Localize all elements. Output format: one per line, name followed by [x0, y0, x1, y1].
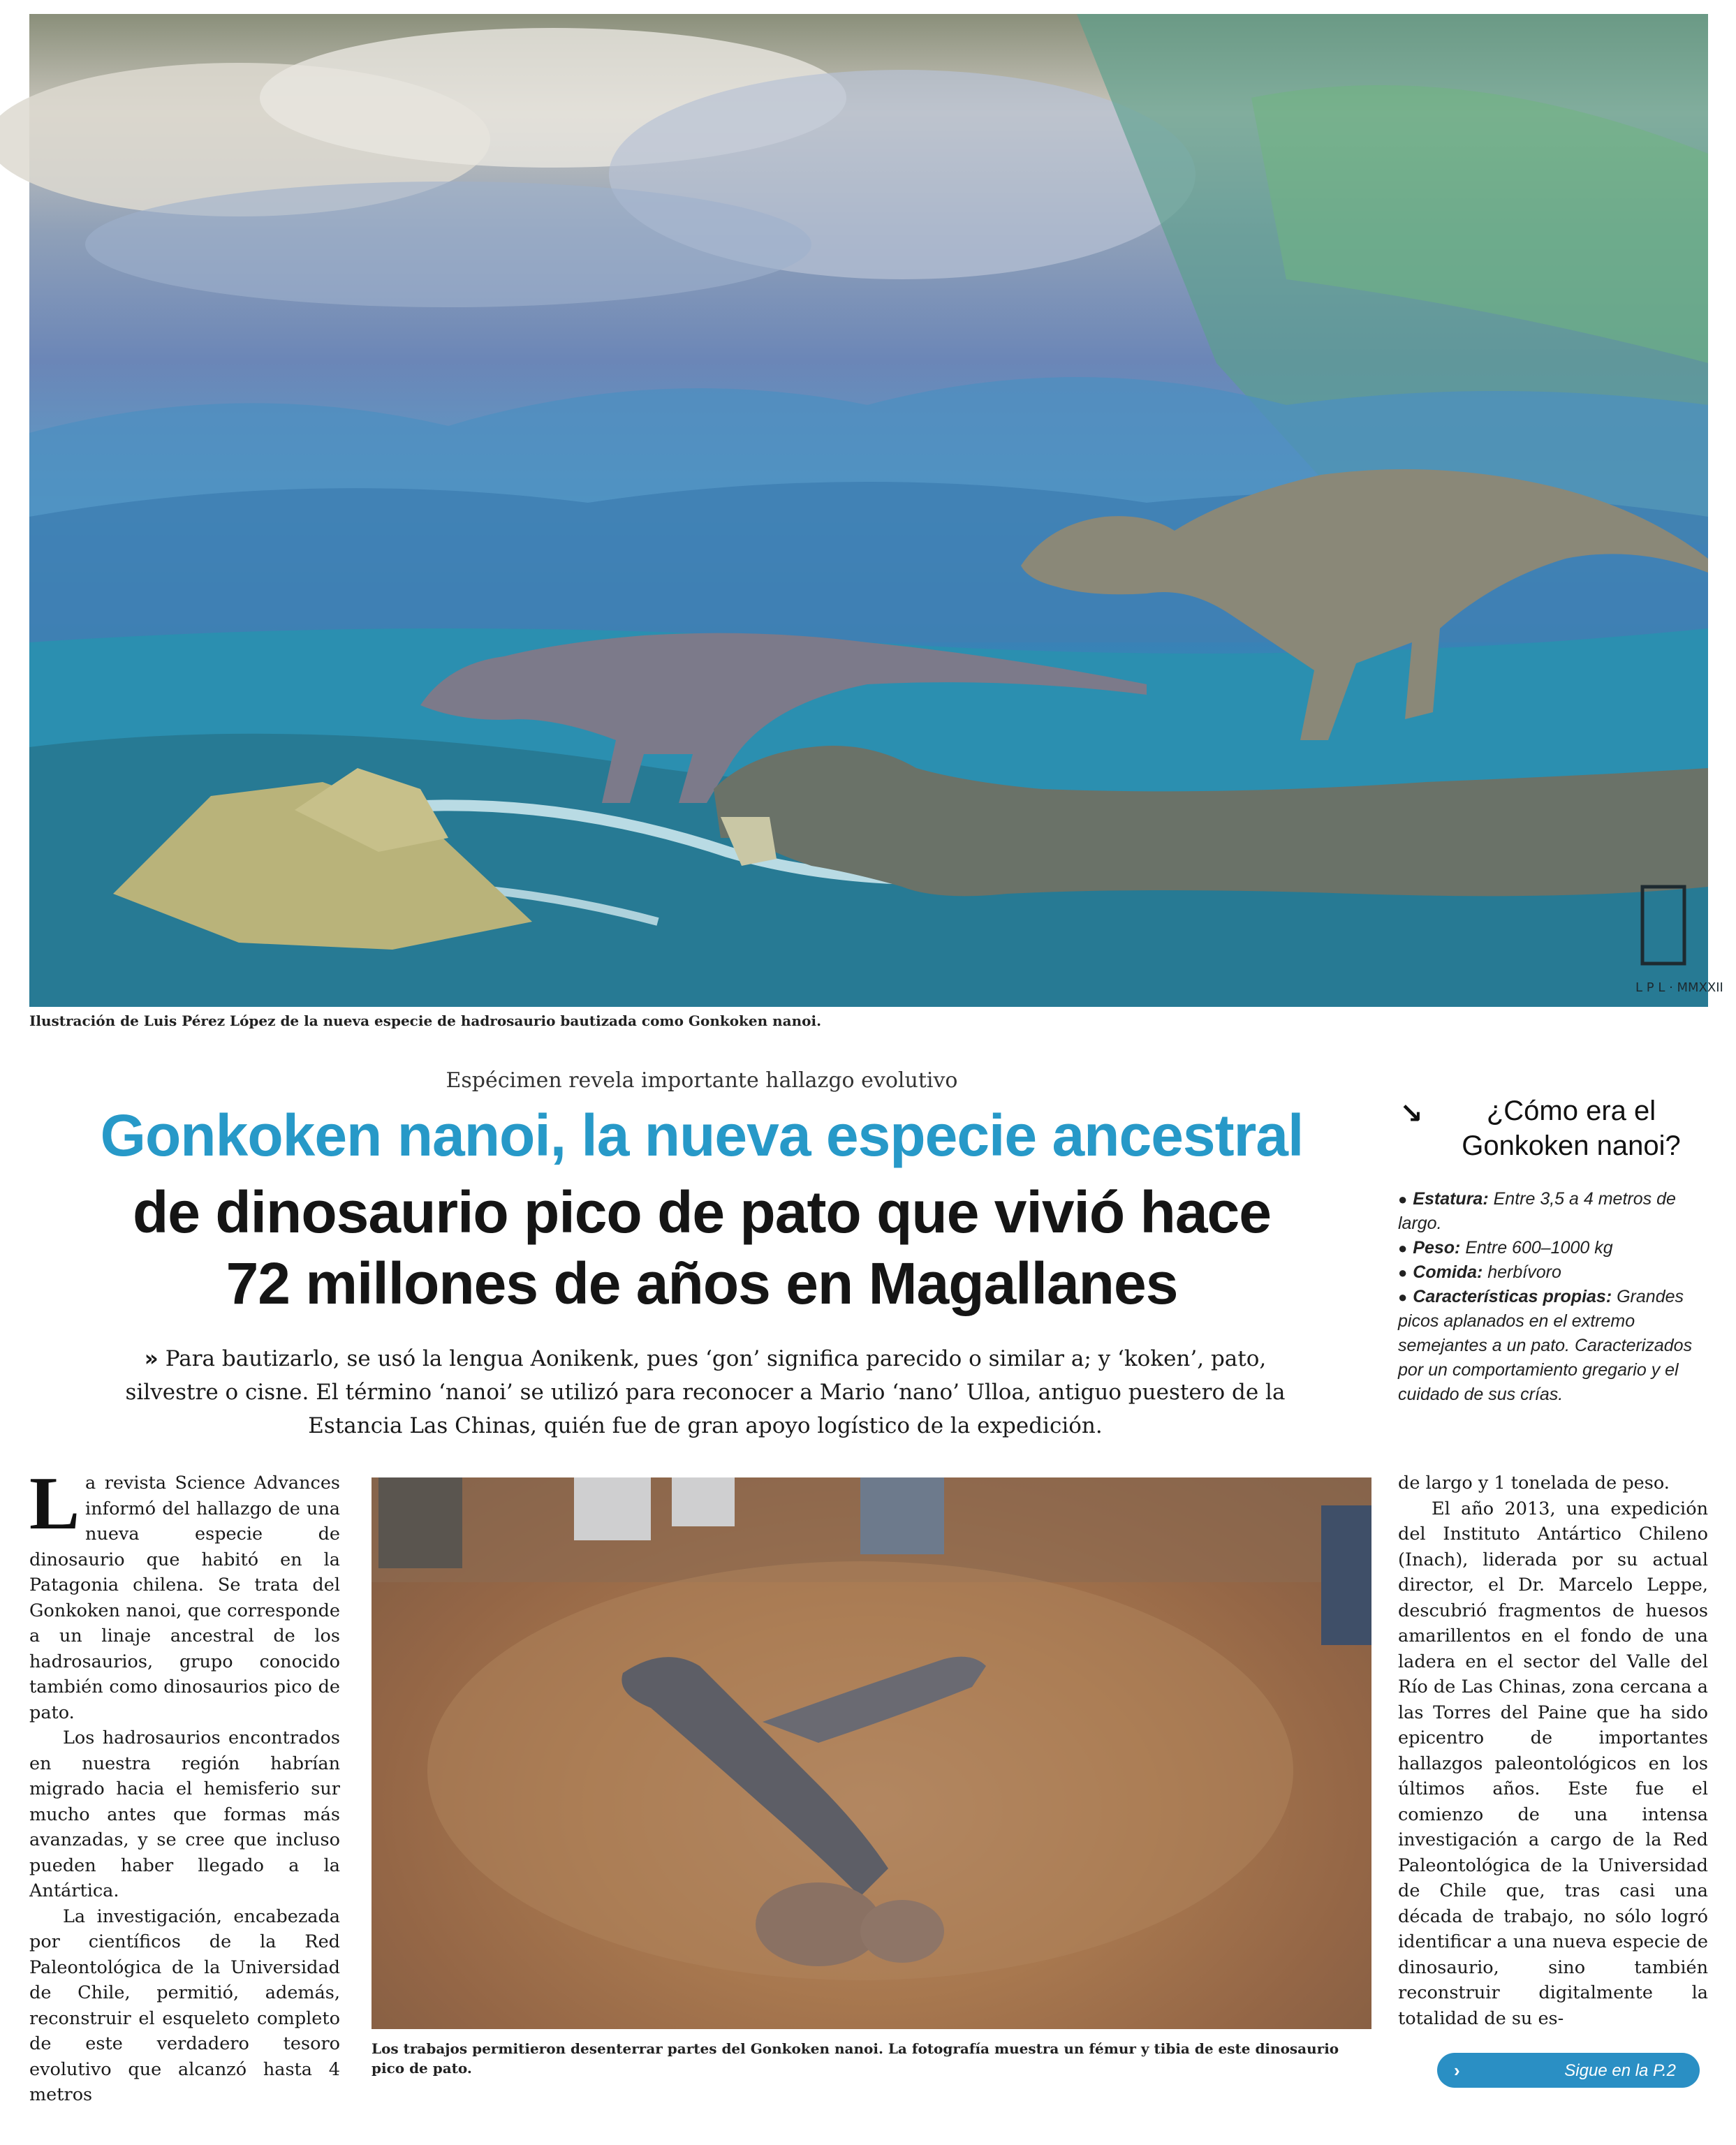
bullet-icon: ● — [1398, 1288, 1408, 1306]
fact-text: Entre 600–1000 kg — [1465, 1238, 1613, 1258]
bullet-icon: ● — [1398, 1239, 1408, 1257]
arrow-down-right-icon: ↘ — [1399, 1098, 1423, 1130]
list-item — [1398, 1285, 1705, 1407]
bullet-icon: ● — [1398, 1191, 1408, 1208]
headline-line-1: Gonkoken nanoi, la nueva especie ancestral — [100, 1103, 1304, 1168]
sidebar-title: ¿Cómo era el Gonkoken nanoi? — [1462, 1096, 1681, 1161]
hadrosaur-illustration — [29, 14, 1723, 1007]
hero-caption: Ilustración de Luis Pérez López de la nueva especie de hadrosaurio bautizada como Gonkoken nanoi. — [29, 1012, 822, 1029]
photo-caption: Los trabajos permitieron desenterrar partes del Gonkoken nanoi. La fotografía muestra un fémur y tibia de este dinosaurio pico de pato. — [372, 2040, 1339, 2077]
headline-line-2: de dinosaurio pico de pato que vivió hace — [133, 1179, 1271, 1245]
fossil-dig-photo — [372, 1477, 1371, 2029]
body-column-right — [1398, 1470, 1708, 2031]
list-item — [1398, 1260, 1705, 1285]
continue-on-page-button[interactable] — [1437, 2053, 1700, 2088]
chevron-right-icon: › — [1454, 2060, 1460, 2081]
continue-label: Sigue en la P.2 — [1564, 2061, 1676, 2080]
fact-text: herbívoro — [1487, 1262, 1561, 1282]
article-deck — [119, 1342, 1292, 1443]
body-paragraph — [29, 1462, 340, 1725]
body-paragraph: de largo y 1 tonelada de peso. — [1398, 1473, 1670, 1494]
excavation-photo — [372, 1477, 1371, 2029]
deck-text: Para bautizarlo, se usó la lengua Aonikenk, pues ‘gon’ significa parecido o similar a; y ‘koken’, pato, silvestre o cisne. El término ‘nanoi’ se utilizó para reconocer a Mario ‘nano’ Ulloa, antiguo puestero de la Estancia Las Chinas, quién fue de gran apoyo logístico de la expedición. — [125, 1346, 1286, 1438]
list-item — [1398, 1187, 1705, 1236]
fact-text: Grandes picos aplanados en el extremo semejantes a un pato. Caracterizados por un comportamiento gregario y el cuidado de sus crías. — [1398, 1287, 1693, 1404]
fact-label: Características propias: — [1413, 1287, 1612, 1306]
fact-label: Comida: — [1413, 1262, 1483, 1282]
fact-label: Peso: — [1413, 1238, 1461, 1258]
list-item — [1398, 1236, 1705, 1260]
drop-cap: L — [29, 1462, 80, 1545]
body-paragraph: El año 2013, una expedición del Instituto Antártico Chileno (Inach), liderada por su actual director, el Dr. Marcelo Leppe, descubrió fragmentos de huesos amarillentos en el fondo de una ladera en el sector del Valle del Río de Las Chinas, zona cercana a las Torres del Paine que ha sido epicentro de importantes hallazgos paleontológicos en los últimos años. Este fue el comienzo de una intensa investigación a cargo de la Red Paleontológica de la Universidad de Chile que, tras casi una década de trabajo, no sólo logró identificar a una nueva especie de dinosaurio, sino también reconstruir digitalmente la totalidad de su es- — [1398, 1498, 1708, 2029]
fact-label: Estatura: — [1413, 1189, 1489, 1209]
double-chevron-right-icon: » — [144, 1346, 159, 1371]
sidebar-facts-list — [1398, 1187, 1705, 1407]
article-kicker: Espécimen revela importante hallazgo evolutivo — [446, 1068, 958, 1093]
artist-signature: L P L · MMXXII — [1635, 980, 1723, 995]
body-column-left — [29, 1462, 340, 2108]
body-paragraph: Los hadrosaurios encontrados en nuestra región habrían migrado hacia el hemisferio sur mucho antes que formas más avanzadas, y se cree que incluso pueden haber llegado a la Antártica. — [29, 1727, 340, 1901]
paragraph-text: a revista Science Advances informó del hallazgo de una nueva especie de dinosaurio que habitó en la Patagonia chilena. Se trata del Gonkoken nanoi, que corresponde a un linaje ancestral de los hadrosaurios, grupo conocido también como dinosaurios pico de pato. — [29, 1473, 340, 1723]
headline-line-3: 72 millones de años en Magallanes — [226, 1251, 1178, 1316]
hero-illustration — [29, 14, 1723, 1007]
fact-text: Entre 3,5 a 4 metros de largo. — [1398, 1189, 1676, 1233]
bullet-icon: ● — [1398, 1264, 1408, 1281]
body-paragraph: La investigación, encabezada por científicos de la Red Paleontológica de la Universidad de Chile, permitió, además, reconstruir el esqueleto completo de este verdadero tesoro evolutivo que alcanzó hasta 4 metros — [29, 1906, 340, 2105]
